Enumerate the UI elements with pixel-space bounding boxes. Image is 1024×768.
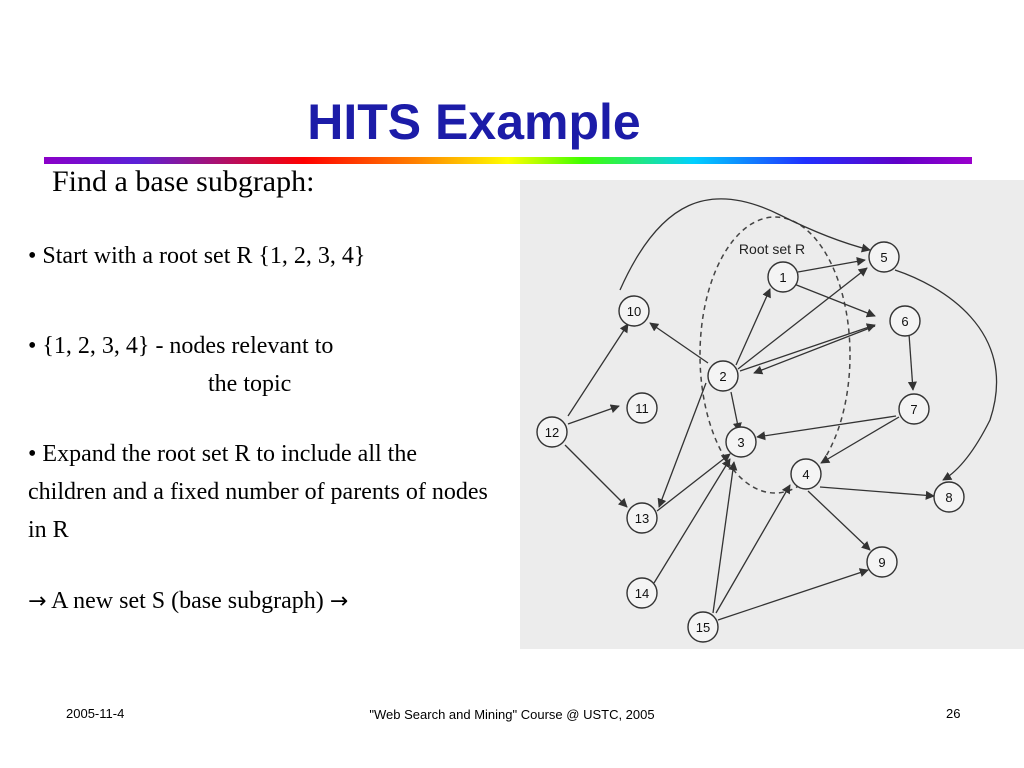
footer-course: "Web Search and Mining" Course @ USTC, 2005 bbox=[369, 707, 655, 722]
svg-text:12: 12 bbox=[544, 425, 560, 440]
svg-text:5: 5 bbox=[880, 250, 888, 265]
svg-text:7: 7 bbox=[910, 402, 918, 417]
right-arrow-icon: → bbox=[329, 589, 349, 614]
bullet-relevant-nodes-cont: the topic bbox=[208, 371, 292, 397]
bullet-root-set: • Start with a root set R {1, 2, 3, 4} bbox=[28, 243, 366, 269]
bullet-relevant-nodes: • {1, 2, 3, 4} - nodes relevant to bbox=[28, 333, 334, 359]
svg-text:9: 9 bbox=[878, 555, 886, 570]
graph-node bbox=[619, 296, 649, 326]
graph-node bbox=[627, 578, 657, 608]
bullet-expand-root-set: • Expand the root set R to include all the children and a fixed number of parents of nodes in R bbox=[28, 441, 488, 543]
graph-node bbox=[768, 262, 798, 292]
title-divider bbox=[44, 157, 972, 164]
graph-node bbox=[934, 482, 964, 512]
graph-node bbox=[899, 394, 929, 424]
footer-date: 2005-11-4 bbox=[66, 706, 125, 721]
svg-text:13: 13 bbox=[634, 511, 650, 526]
subtitle: Find a base subgraph: bbox=[52, 165, 315, 198]
svg-text:10: 10 bbox=[626, 304, 642, 319]
svg-text:15: 15 bbox=[695, 620, 711, 635]
svg-text:4: 4 bbox=[802, 467, 810, 482]
base-subgraph-text: A new set S (base subgraph) bbox=[46, 588, 330, 614]
svg-text:11: 11 bbox=[635, 401, 649, 416]
graph-node bbox=[708, 361, 738, 391]
svg-text:6: 6 bbox=[901, 314, 909, 329]
svg-text:2: 2 bbox=[719, 369, 727, 384]
graph-node bbox=[867, 547, 897, 577]
graph-node bbox=[791, 459, 821, 489]
root-set-ellipse bbox=[700, 217, 850, 493]
slide-title: HITS Example bbox=[307, 94, 641, 150]
hits-graph-figure bbox=[520, 180, 1024, 649]
footer-page-number: 26 bbox=[946, 706, 961, 721]
graph-nodes bbox=[537, 242, 964, 642]
graph-node bbox=[869, 242, 899, 272]
graph-node bbox=[627, 503, 657, 533]
root-set-label: Root set R bbox=[738, 241, 806, 257]
hits-graph bbox=[520, 180, 1024, 649]
bullet-base-subgraph bbox=[28, 582, 348, 621]
svg-text:14: 14 bbox=[634, 586, 650, 601]
graph-node bbox=[890, 306, 920, 336]
graph-node bbox=[688, 612, 718, 642]
right-arrow-icon: → bbox=[28, 589, 47, 614]
graph-node bbox=[726, 427, 756, 457]
svg-text:1: 1 bbox=[779, 270, 787, 285]
svg-text:3: 3 bbox=[737, 435, 745, 450]
graph-node bbox=[627, 393, 657, 423]
graph-node bbox=[537, 417, 567, 447]
svg-text:8: 8 bbox=[945, 490, 953, 505]
